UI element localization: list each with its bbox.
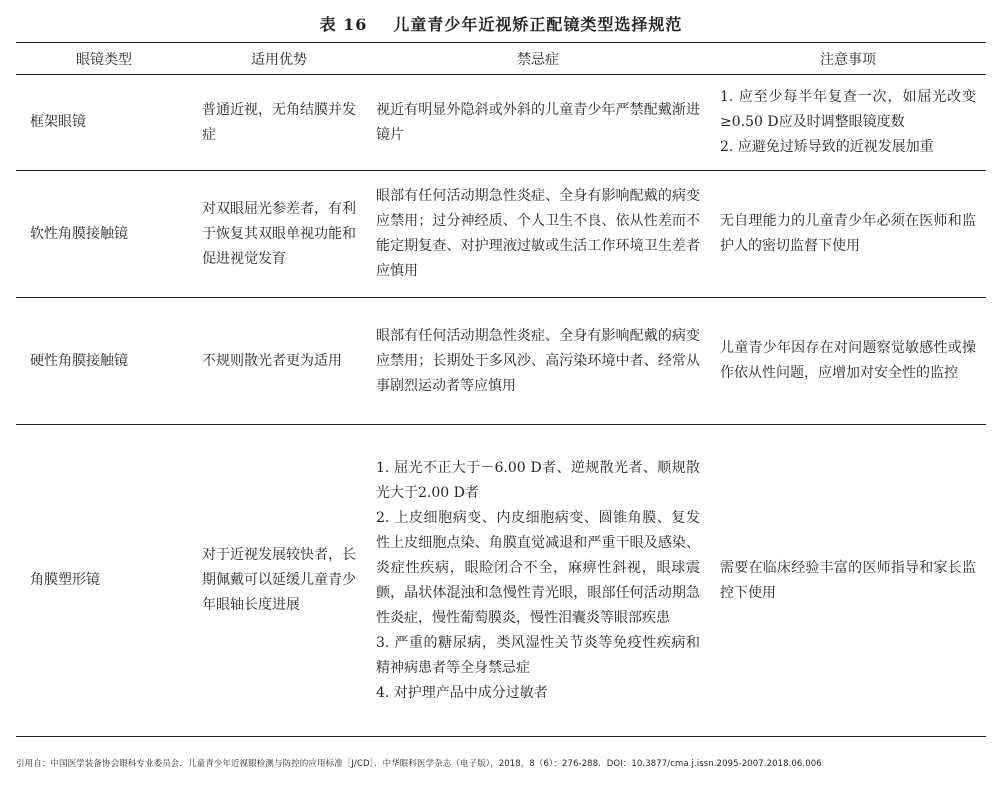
contraindications-cell [366, 298, 710, 425]
table-title [0, 12, 1002, 35]
note-item: 儿童青少年因存在对问题察觉敏感性或操作依从性问题，应增加对安全性的监控 [720, 340, 976, 381]
notes-cell [710, 298, 986, 425]
header-lens-type: 眼镜类型 [16, 43, 192, 75]
contraindications-cell [366, 75, 710, 171]
table-row [16, 171, 986, 298]
note-item: 无自理能力的儿童青少年必须在医师和监护人的密切监督下使用 [720, 213, 976, 254]
note-item: 1. 应至少每半年复查一次，如屈光改变≥0.50 D应及时调整眼镜度数 [720, 89, 976, 130]
advantage-cell: 普通近视，无角结膜并发症 [192, 75, 366, 171]
advantage-cell: 对于近视发展较快者，长期佩戴可以延缓儿童青少年眼轴长度进展 [192, 425, 366, 737]
contraindication-item: 2. 上皮细胞病变、内皮细胞病变、圆锥角膜、复发性上皮细胞点染、角膜直觉减退和严重干眼及感染、炎症性疾病，眼睑闭合不全，麻痹性斜视，眼球震颤，晶状体混浊和急慢性青光眼，眼部任何活动期急性炎症，慢性葡萄膜炎，慢性泪囊炎等眼部疾患 [376, 509, 700, 626]
note-item: 2. 应避免过矫导致的近视发展加重 [720, 139, 934, 155]
notes-cell [710, 75, 986, 171]
notes-cell [710, 425, 986, 737]
table-caption: 儿童青少年近视矫正配镜类型选择规范 [393, 15, 683, 34]
header-row [16, 43, 986, 75]
contraindications-cell [366, 171, 710, 298]
lens-type-cell: 框架眼镜 [16, 75, 192, 171]
contraindications-cell [366, 425, 710, 737]
citation-footnote: 引用自：中国医学装备协会眼科专业委员会．儿童青少年近视眼检测与防控的应用标准［J/CD］．中华眼科医学杂志（电子版），2018，8（6）：276-288．DOI：10.3877/cma.j.issn.2095-2007.2018.06.006 [16, 759, 822, 769]
contraindication-item: 1. 屈光不正大于－6.00 D者、逆规散光者、顺规散光大于2.00 D者 [376, 459, 700, 501]
contraindication-item: 眼部有任何活动期急性炎症、全身有影响配戴的病变应禁用；过分神经质、个人卫生不良、依从性差而不能定期复查、对护理液过敏或生活工作环境卫生差者应慎用 [376, 188, 700, 279]
advantage-cell: 对双眼屈光参差者，有利于恢复其双眼单视功能和促进视觉发育 [192, 171, 366, 298]
contraindication-item: 3. 严重的糖尿病，类风湿性关节炎等免疫性疾病和精神病患者等全身禁忌症 [376, 634, 700, 676]
contraindication-item: 视近有明显外隐斜或外斜的儿童青少年严禁配戴渐进镜片 [376, 101, 700, 143]
notes-cell [710, 171, 986, 298]
table-label: 表 16 [319, 15, 368, 34]
lens-selection-table [16, 42, 986, 737]
lens-type-cell: 软性角膜接触镜 [16, 171, 192, 298]
table-row [16, 75, 986, 171]
header-advantage: 适用优势 [192, 43, 366, 75]
header-contraindications: 禁忌症 [366, 43, 710, 75]
table-row [16, 425, 986, 737]
contraindication-item: 4. 对护理产品中成分过敏者 [376, 684, 548, 701]
table-row [16, 298, 986, 425]
advantage-cell: 不规则散光者更为适用 [192, 298, 366, 425]
lens-type-cell: 角膜塑形镜 [16, 425, 192, 737]
contraindication-item: 眼部有任何活动期急性炎症、全身有影响配戴的病变应禁用；长期处于多风沙、高污染环境中者、经常从事剧烈运动者等应慎用 [376, 327, 700, 394]
note-item: 需要在临床经验丰富的医师指导和家长监控下使用 [720, 559, 976, 601]
header-notes: 注意事项 [710, 43, 986, 75]
lens-type-cell: 硬性角膜接触镜 [16, 298, 192, 425]
